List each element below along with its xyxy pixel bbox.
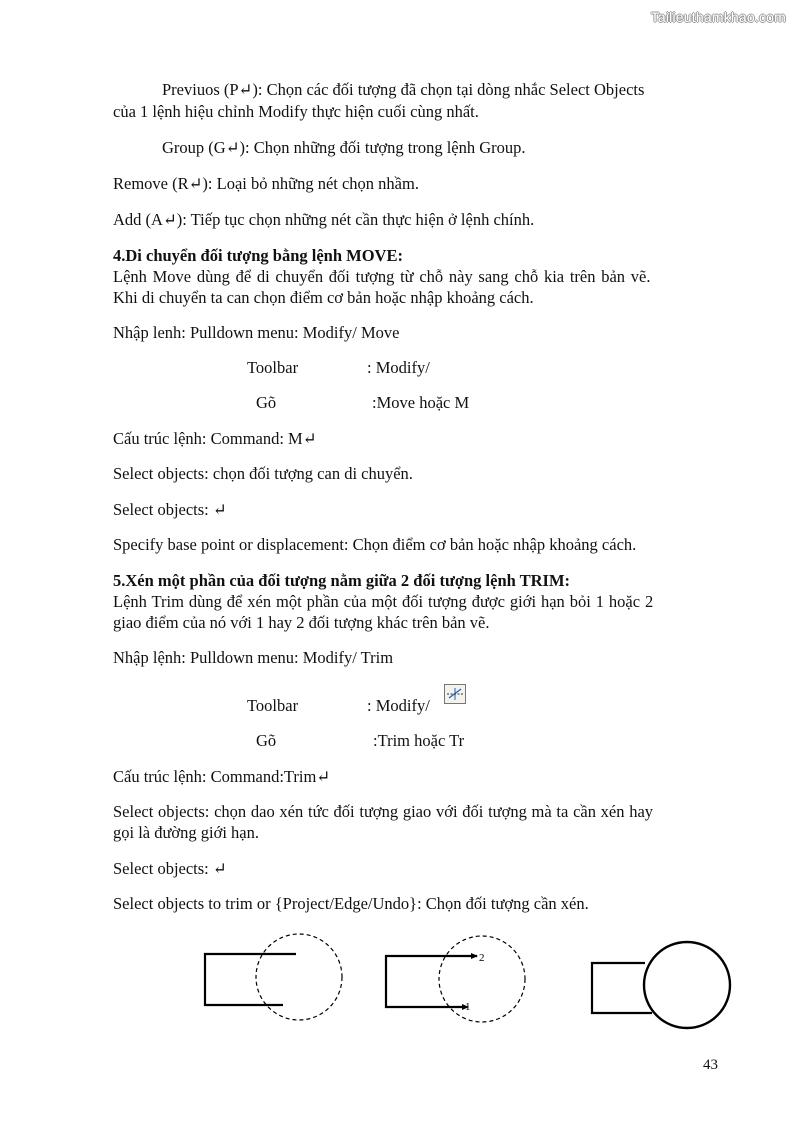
figure-selecting [386,936,525,1022]
remove-option: Remove (R↵): Loại bỏ những nét chọn nhầm. [113,174,419,193]
figure-after-trim [592,942,730,1028]
move-type-value: :Move hoặc M [372,393,470,412]
move-select-confirm: Select objects: ↵ [113,500,227,519]
watermark: Tailieuthamkhao.com [650,9,786,25]
move-heading: 4.Di chuyển đối tượng bằng lệnh MOVE: [113,246,403,265]
move-type-label: Gõ [256,393,277,412]
add-option: Add (A↵): Tiếp tục chọn những nét cần thực hiện ở lệnh chính. [113,210,535,229]
move-description-line2: Khi di chuyển ta can chọn điểm cơ bản hoặc nhập khoảng cách. [113,288,534,307]
trim-type-label: Gõ [256,731,277,750]
group-option: Group (G↵): Chọn những đối tượng trong lệnh Group. [162,138,526,157]
page-number: 43 [703,1057,718,1073]
trim-select-objects-line1: Select objects: chọn dao xén tức đối tượng giao với đối tượng mà ta cần xén hay [113,802,654,821]
move-syntax: Cấu trúc lệnh: Command: M↵ [113,429,317,448]
trim-icon [444,684,466,704]
point-label-2: 2 [479,952,485,964]
trim-select-to-trim: Select objects to trim or {Project/Edge/Undo}: Chọn đối tượng cần xén. [113,894,589,913]
move-toolbar-value: : Modify/ [367,358,430,377]
move-select-objects: Select objects: chọn đối tượng can di chuyển. [113,464,413,483]
trim-toolbar-value: : Modify/ [367,696,430,715]
move-base-point: Specify base point or displacement: Chọn điểm cơ bản hoặc nhập khoảng cách. [113,535,637,554]
move-toolbar-label: Toolbar [247,358,299,377]
trim-description-line1: Lệnh Trim dùng để xén một phần của một đối tượng được giới hạn bỏi 1 hoặc 2 [113,592,654,611]
trim-illustration [0,925,794,1035]
trim-heading: 5.Xén một phần của đối tượng nằm giữa 2 đối tượng lệnh TRIM: [113,571,571,590]
trim-syntax: Cấu trúc lệnh: Command:Trim↵ [113,767,331,786]
figure-before-trim [205,934,342,1020]
previous-option-line1: Previuos (P↵): Chọn các đối tượng đã chọn tại dòng nhắc Select Objects [162,80,645,99]
point-label-1: 1 [465,1001,471,1013]
move-input-menu: Nhập lenh: Pulldown menu: Modify/ Move [113,323,400,342]
move-description-line1: Lệnh Move dùng để di chuyển đối tượng từ chỗ này sang chỗ kia trên bản vẽ. [113,267,651,286]
previous-option-line2: của 1 lệnh hiệu chỉnh Modify thực hiện cuối cùng nhất. [113,102,479,121]
trim-input-menu: Nhập lệnh: Pulldown menu: Modify/ Trim [113,648,394,667]
trim-select-objects-line2: gọi là đường giới hạn. [113,823,260,842]
trim-type-value: :Trim hoặc Tr [373,731,465,750]
trim-description-line2: giao điểm của nó với 1 hay 2 đối tượng khác trên bản vẽ. [113,613,490,632]
trim-select-confirm: Select objects: ↵ [113,859,227,878]
trim-toolbar-label: Toolbar [247,696,299,715]
